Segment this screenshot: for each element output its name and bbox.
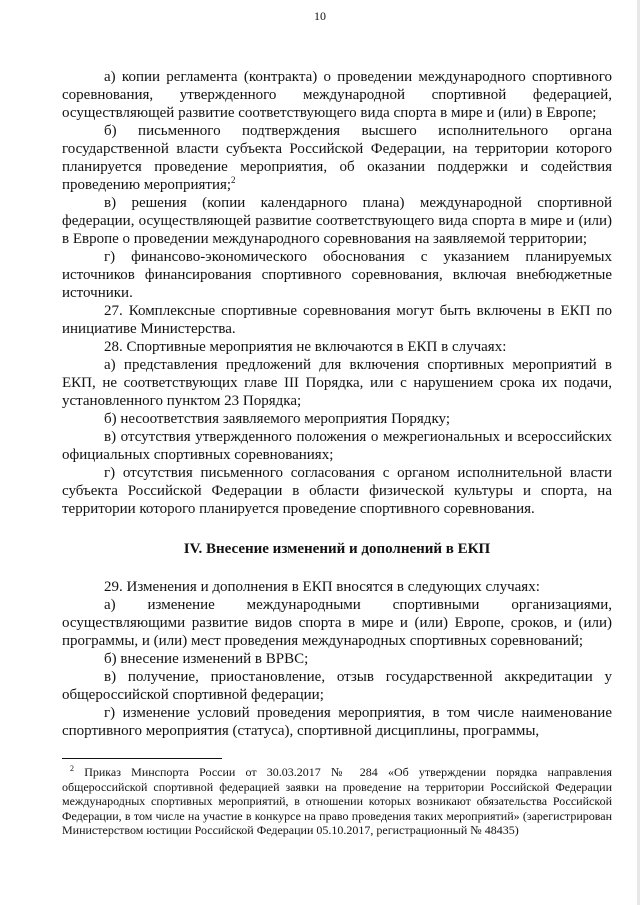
paragraph-26c: в) решения (копии календарного плана) международной спортивной федерации, осуществляющей развитие соответствующего вида спорта в мире и (или) в Европе о проведении международного соревнования на заявляемой территории; — [62, 195, 612, 247]
paragraph-27: 27. Комплексные спортивные соревнования могут быть включены в ЕКП по инициативе Министерства. — [62, 303, 612, 337]
footnote-divider — [62, 758, 222, 759]
footnote-text: Приказ Минспорта России от 30.03.2017 № 284 «Об утверждении порядка направления общероссийской спортивной федерацией заявки на проведение на территории Российской Федерации международных спортивных мероприятий, в отношении которых возникают обязательства Российской Федерации, в том числе на участие в конкурсе на право проведения таких мероприятий» (зарегистрирован Министерством юстиции Российской Федерации 05.10.2017, регистрационный № 48435) — [62, 765, 612, 837]
footnote-reference: 2 — [231, 175, 236, 185]
paragraph-29b: б) внесение изменений в ВРВС; — [104, 651, 309, 667]
paragraph-29: 29. Изменения и дополнения в ЕКП вносятся в следующих случаях: — [104, 579, 540, 595]
page-number: 10 — [314, 9, 326, 23]
document-body — [62, 68, 612, 740]
footnote-number: 2 — [70, 764, 74, 773]
paragraph-26a: а) копии регламента (контракта) о проведении международного спортивного соревнования, утвержденного международной спортивной федерацией, осуществляющей развитие соответствующего вида спорта в мире и (или) в Европе; — [62, 69, 612, 121]
paragraph-28c: в) отсутствия утвержденного положения о межрегиональных и всероссийских официальных спортивных соревнованиях; — [62, 429, 612, 463]
paragraph-28: 28. Спортивные мероприятия не включаются в ЕКП в случаях: — [104, 339, 507, 355]
paragraph-26b-text: б) письменного подтверждения высшего исполнительного органа государственной власти субъекта Российской Федерации, на территории которого планируется проведение мероприятия, об оказании поддержки и содействия проведению мероприятия; — [62, 123, 612, 193]
paragraph-29c: в) получение, приостановление, отзыв государственной аккредитации у общероссийской спортивной федерации; — [62, 669, 612, 703]
paragraph-29d: г) изменение условий проведения мероприятия, в том числе наименование спортивного мероприятия (статуса), спортивной дисциплины, программы, — [62, 705, 612, 739]
paragraph-28b: б) несоответствия заявляемого мероприятия Порядку; — [104, 411, 450, 427]
paragraph-29a: а) изменение международными спортивными организациями, осуществляющими развитие видов спорта в мире и (или) Европе, сроков, и (или) программы, и (или) мест проведения международных спортивных соревнований; — [62, 597, 612, 649]
paragraph-28a: а) представления предложений для включения спортивных мероприятий в ЕКП, не соответствующих главе III Порядка, или с нарушением срока их подачи, установленного пунктом 23 Порядка; — [62, 357, 612, 409]
paragraph-26d: г) финансово-экономического обоснования с указанием планируемых источников финансирования спортивного соревнования, включая внебюджетные источники. — [62, 249, 612, 301]
section-heading: IV. Внесение изменений и дополнений в ЕКП — [183, 541, 491, 557]
paragraph-26b — [62, 122, 612, 194]
footnote — [62, 765, 612, 838]
paragraph-28d: г) отсутствия письменного согласования с органом исполнительной власти субъекта Российской Федерации в области физической культуры и спорта, на территории которого планируется проведение спортивного соревнования. — [62, 465, 612, 517]
